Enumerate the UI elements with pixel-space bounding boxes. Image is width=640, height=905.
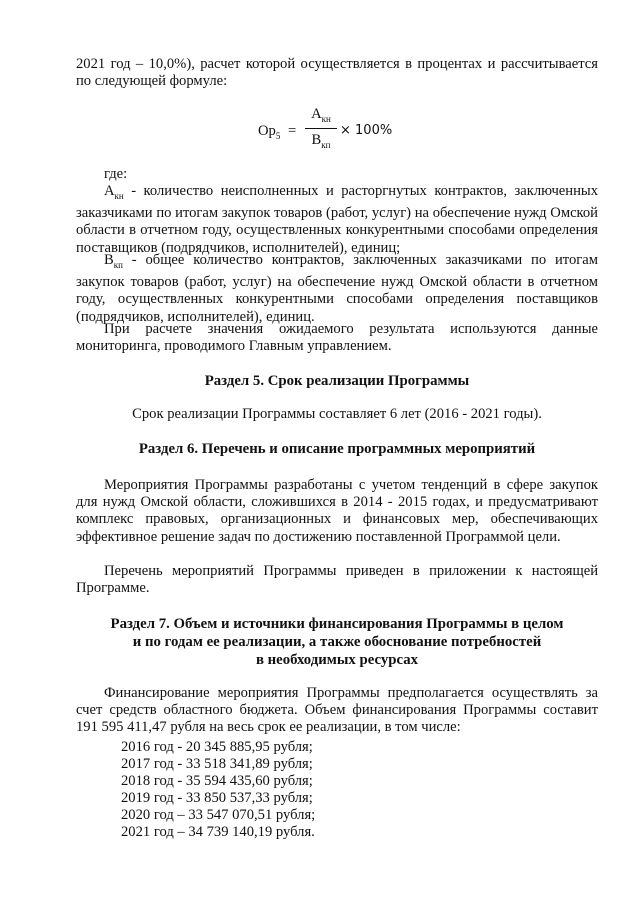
year-item: 2017 год - 33 518 341,89 рубля; [121,756,313,772]
section6-paragraph1: Мероприятия Программы разработаны с учетом тенденций в сфере закупок для нужд Омской области, сложившихся в 2014 - 2015 годах, и предусматривают комплекс правовых, организационных и финансовых мер, обеспечивающих эффективное решение задач по достижению поставленной Программой цели. [76,477,598,545]
definition-a-text: - количество неисполненных и расторгнутых контрактов, заключенных заказчиками по итогам закупок товаров (работ, услуг) на обеспечение нужд Омской области в отчетном году, осуществленных конкурентными способами определения поставщиков (подрядчиков, исполнителей), единиц; [76,183,598,256]
formula-tail: × 100% [340,123,393,138]
section7-heading-line2: и по годам ее реализации, а также обоснование потребностей [132,634,542,650]
formula-fraction-bar [305,128,337,129]
formula-denominator-sub: кп [321,139,331,150]
formula-denominator [305,132,337,150]
formula-lhs-sub: 5 [275,130,281,141]
formula [258,106,398,156]
formula-equals: = [288,123,297,139]
formula-numerator [305,106,337,124]
intro-paragraph: 2021 год – 10,0%), расчет которой осуществляется в процентах и рассчитывается по следующей формуле: [76,56,598,90]
year-item: 2019 год - 33 850 537,33 рубля; [121,790,313,806]
where-label: где: [104,166,128,182]
formula-lhs [258,123,280,141]
section6-heading: Раздел 6. Перечень и описание программных мероприятий [138,441,536,457]
definition-b [76,252,598,326]
definition-b-text: - общее количество контрактов, заключенных заказчиками по итогам закупок товаров (работ, услуг) на обеспечение нужд Омской области в отчетном году, осуществленных конкурентными способами определения поставщиков (подрядчиков, исполнителей), единиц. [76,252,598,325]
formula-numerator-symbol: А [311,106,322,122]
section7-heading-line1: Раздел 7. Объем и источники финансирования Программы в целом [110,616,564,632]
year-item: 2021 год – 34 739 140,19 рубля. [121,824,315,840]
year-item: 2020 год – 33 547 070,51 рубля; [121,807,316,823]
year-item: 2016 год - 20 345 885,95 рубля; [121,739,313,755]
definition-a-sub: кн [114,190,124,201]
definition-b-symbol: В [104,252,114,268]
definition-a-symbol: А [104,183,115,199]
monitoring-paragraph: При расчете значения ожидаемого результата используются данные мониторинга, проводимого Главным управлением. [76,321,598,355]
formula-lhs-symbol: Ор [258,123,276,139]
formula-numerator-sub: кн [321,113,331,124]
section7-paragraph: Финансирование мероприятия Программы предполагается осуществлять за счет средств областного бюджета. Объем финансирования Программы составит 191 595 411,47 рубля на весь срок ее реализации, в том числе: [76,685,598,736]
formula-denominator-symbol: В [311,132,322,148]
section7-heading-line3: в необходимых ресурсах [255,652,419,668]
section5-heading: Раздел 5. Срок реализации Программы [204,373,470,389]
section6-paragraph2: Перечень мероприятий Программы приведен в приложении к настоящей Программе. [76,563,598,597]
definition-b-sub: кп [113,259,123,270]
section5-text: Срок реализации Программы составляет 6 лет (2016 - 2021 годы). [132,406,542,422]
definition-a [76,183,598,257]
year-item: 2018 год - 35 594 435,60 рубля; [121,773,313,789]
